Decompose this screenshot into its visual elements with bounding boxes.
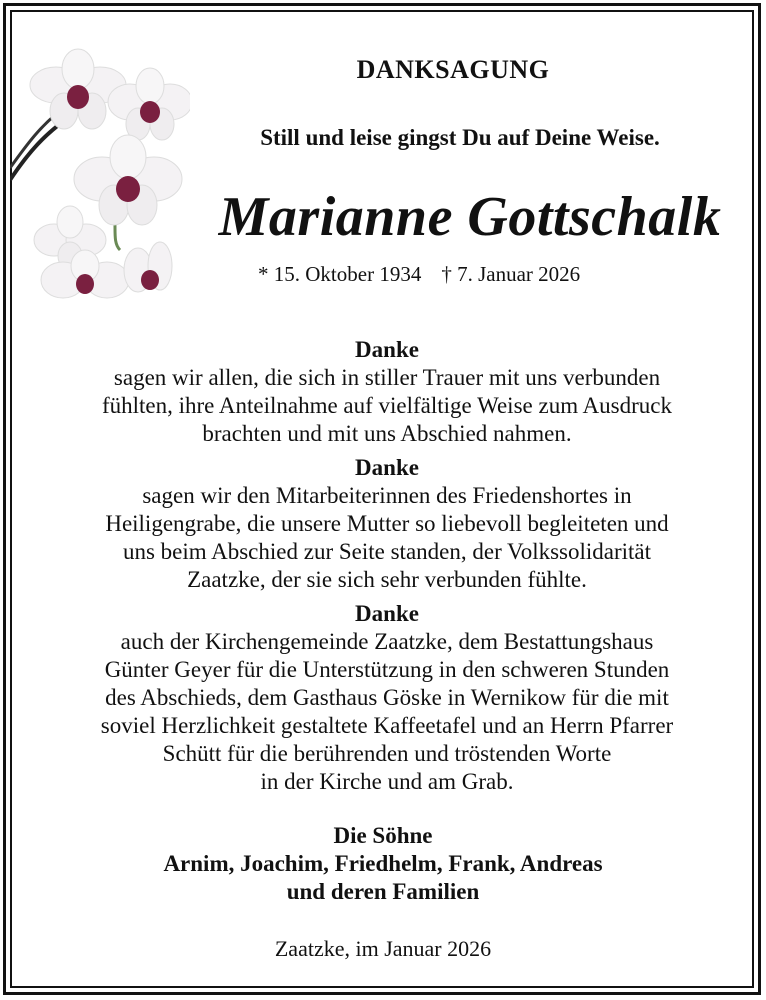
signature-line: Arnim, Joachim, Friedhelm, Frank, Andreas — [163, 851, 603, 876]
signature-line: Die Söhne — [333, 823, 433, 848]
thanks-title: Danke — [355, 337, 419, 362]
text-line: Zaatzke, der sie sich sehr verbunden fühlte. — [187, 567, 587, 592]
text-line: Günter Geyer für die Unterstützung in den schweren Stunden — [104, 657, 670, 682]
text-line: sagen wir allen, die sich in stiller Trauer mit uns verbunden — [113, 365, 661, 390]
thanks-text — [22, 628, 752, 796]
text-line: sagen wir den Mitarbeiterinnen des Friedenshortes in — [142, 483, 632, 508]
text-line: fühlten, ihre Anteilnahme auf vielfältige Weise zum Ausdruck — [101, 393, 672, 418]
text-line: soviel Herzlichkeit gestaltete Kaffeetafel und an Herrn Pfarrer — [100, 713, 674, 738]
thanks-title: Danke — [355, 455, 419, 480]
thanks-text — [22, 364, 752, 448]
thanks-block — [22, 600, 752, 796]
text-line: Heiligengrabe, die unsere Mutter so liebevoll begleiteten und — [105, 511, 669, 536]
text-line: auch der Kirchengemeinde Zaatzke, dem Bestattungshaus — [120, 629, 654, 654]
thanks-block — [22, 336, 752, 448]
place-date: Zaatzke, im Januar 2026 — [274, 936, 492, 961]
death-date: † 7. Januar 2026 — [441, 262, 581, 286]
birth-date: * 15. Oktober 1934 — [258, 262, 422, 286]
signature-line: und deren Familien — [286, 879, 480, 904]
subheading: Still und leise gingst Du auf Deine Weise. — [260, 125, 660, 150]
text-line: des Abschieds, dem Gasthaus Göske in Wernikow für die mit — [105, 685, 669, 710]
signature — [0, 822, 766, 906]
text-line: brachten und mit uns Abschied nahmen. — [202, 421, 572, 446]
thanks-block — [22, 454, 752, 594]
thanks-text — [22, 482, 752, 594]
text-line: Schütt für die berührenden und tröstenden Worte — [162, 741, 612, 766]
life-dates — [258, 262, 580, 287]
text-line: uns beim Abschied zur Seite standen, der Volkssolidarität — [122, 539, 652, 564]
deceased-name: Marianne Gottschalk — [218, 186, 722, 248]
heading: DANKSAGUNG — [356, 55, 550, 84]
thanks-title: Danke — [355, 601, 419, 626]
thanks-body — [22, 336, 752, 802]
text-line: in der Kirche und am Grab. — [260, 769, 514, 794]
